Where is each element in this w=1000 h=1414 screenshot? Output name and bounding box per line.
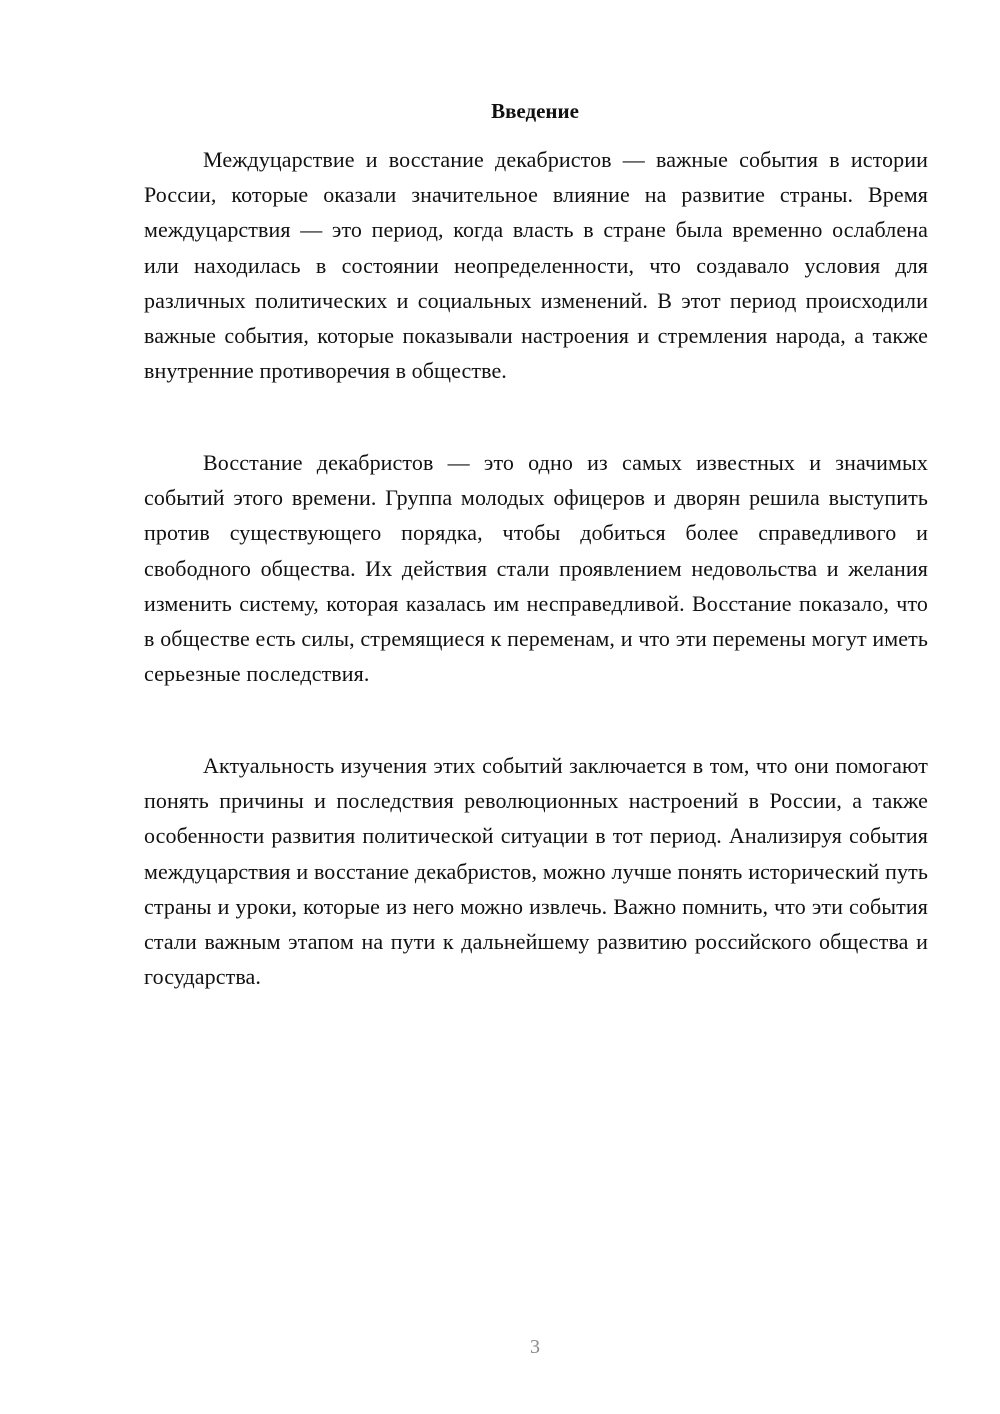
section-heading: Введение	[491, 99, 579, 123]
paragraph-interregnum: Междуцарствие и восстание декабристов — важные события в истории России, которые оказали значительное влияние на развитие страны. Время междуцарствия — это период, когда власть в стране была временно ослаблена или находилась в состоянии неопределенности, что создавало условия для различных политических и социальных изменений. В этот период происходили важные события, которые показывали настроения и стремления народа, а также внутренние противоречия в обществе.	[144, 147, 928, 384]
page-number: 3	[530, 1336, 540, 1358]
paragraph-relevance: Актуальность изучения этих событий заключается в том, что они помогают понять причины и последствия революционных настроений в России, а также особенности развития политической ситуации в тот период. Анализируя события междуцарствия и восстание декабристов, можно лучше понять исторический путь страны и уроки, которые из него можно извлечь. Важно помнить, что эти события стали важным этапом на пути к дальнейшему развитию российского общества и государства.	[144, 753, 928, 990]
paragraph-decembrist-uprising: Восстание декабристов — это одно из самых известных и значимых событий этого времени. Группа молодых офицеров и дворян решила выступить против существующего порядка, чтобы добиться более справедливого и свободного общества. Их действия стали проявлением недовольства и желания изменить систему, которая казалась им несправедливой. Восстание показало, что в обществе есть силы, стремящиеся к переменам, и что эти перемены могут иметь серьезные последствия.	[144, 450, 928, 687]
